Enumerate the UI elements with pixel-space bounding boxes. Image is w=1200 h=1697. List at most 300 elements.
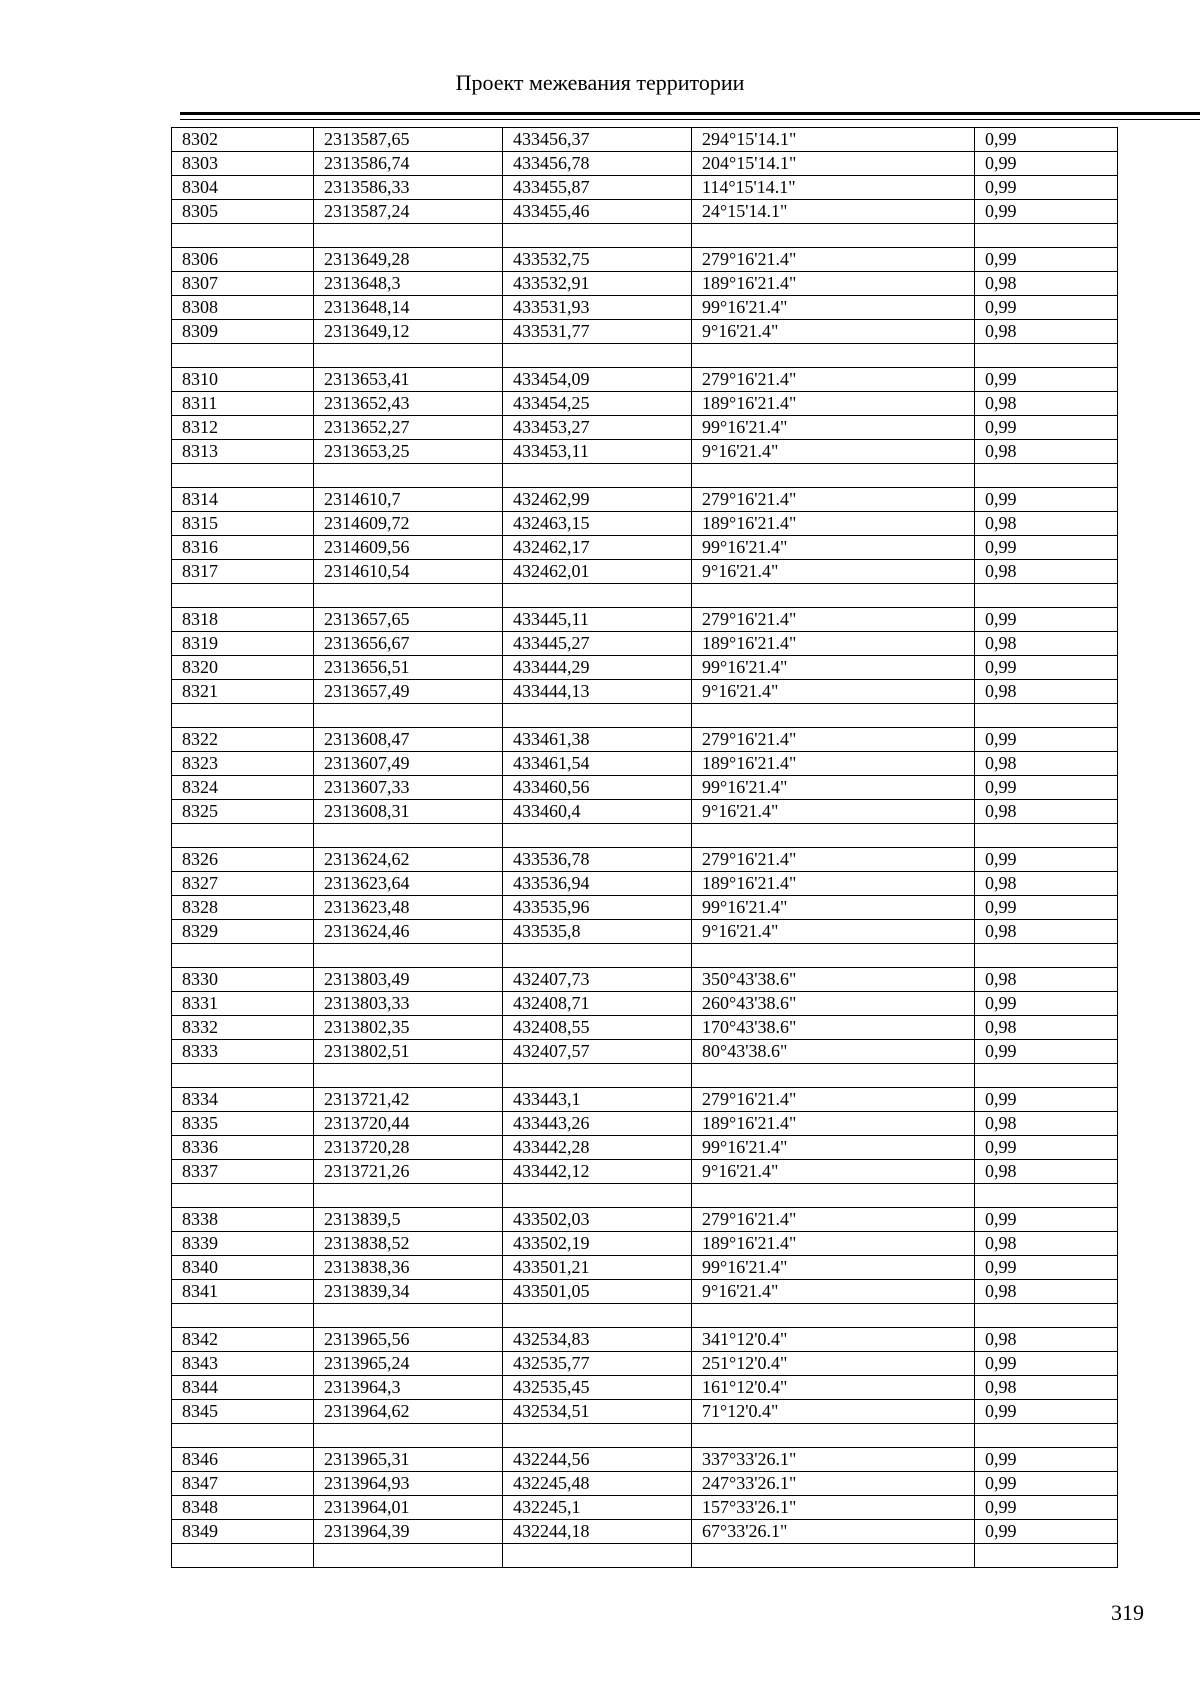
empty-cell bbox=[975, 1184, 1118, 1208]
x-coordinate-cell: 2313586,33 bbox=[314, 176, 503, 200]
point-number-cell: 8320 bbox=[172, 656, 314, 680]
table-row bbox=[172, 1160, 1118, 1184]
distance-cell: 0,98 bbox=[975, 1112, 1118, 1136]
distance-cell: 0,99 bbox=[975, 248, 1118, 272]
distance-cell: 0,98 bbox=[975, 1280, 1118, 1304]
direction-angle-cell: 260°43'38.6" bbox=[692, 992, 975, 1016]
empty-cell bbox=[314, 1544, 503, 1568]
y-coordinate-cell: 433456,37 bbox=[503, 128, 692, 152]
point-number-cell: 8335 bbox=[172, 1112, 314, 1136]
point-number-cell: 8342 bbox=[172, 1328, 314, 1352]
direction-angle-cell: 189°16'21.4" bbox=[692, 392, 975, 416]
y-coordinate-cell: 432407,57 bbox=[503, 1040, 692, 1064]
x-coordinate-cell: 2313838,36 bbox=[314, 1256, 503, 1280]
distance-cell: 0,99 bbox=[975, 1400, 1118, 1424]
y-coordinate-cell: 432408,55 bbox=[503, 1016, 692, 1040]
point-number-cell: 8347 bbox=[172, 1472, 314, 1496]
y-coordinate-cell: 432244,56 bbox=[503, 1448, 692, 1472]
x-coordinate-cell: 2313964,3 bbox=[314, 1376, 503, 1400]
distance-cell: 0,99 bbox=[975, 1208, 1118, 1232]
table-row bbox=[172, 272, 1118, 296]
x-coordinate-cell: 2313964,93 bbox=[314, 1472, 503, 1496]
table-row bbox=[172, 368, 1118, 392]
x-coordinate-cell: 2313803,49 bbox=[314, 968, 503, 992]
empty-cell bbox=[692, 824, 975, 848]
point-number-cell: 8309 bbox=[172, 320, 314, 344]
point-number-cell: 8317 bbox=[172, 560, 314, 584]
y-coordinate-cell: 433443,26 bbox=[503, 1112, 692, 1136]
x-coordinate-cell: 2313653,41 bbox=[314, 368, 503, 392]
distance-cell: 0,99 bbox=[975, 296, 1118, 320]
empty-cell bbox=[503, 584, 692, 608]
direction-angle-cell: 279°16'21.4" bbox=[692, 1088, 975, 1112]
empty-cell bbox=[314, 464, 503, 488]
point-number-cell: 8311 bbox=[172, 392, 314, 416]
empty-cell bbox=[314, 704, 503, 728]
y-coordinate-cell: 433460,56 bbox=[503, 776, 692, 800]
table-row bbox=[172, 392, 1118, 416]
table-separator-row bbox=[172, 1184, 1118, 1208]
distance-cell: 0,99 bbox=[975, 1256, 1118, 1280]
distance-cell: 0,99 bbox=[975, 368, 1118, 392]
x-coordinate-cell: 2313721,42 bbox=[314, 1088, 503, 1112]
x-coordinate-cell: 2313608,31 bbox=[314, 800, 503, 824]
table-row bbox=[172, 800, 1118, 824]
x-coordinate-cell: 2313838,52 bbox=[314, 1232, 503, 1256]
direction-angle-cell: 279°16'21.4" bbox=[692, 848, 975, 872]
y-coordinate-cell: 433532,91 bbox=[503, 272, 692, 296]
y-coordinate-cell: 433442,12 bbox=[503, 1160, 692, 1184]
point-number-cell: 8325 bbox=[172, 800, 314, 824]
y-coordinate-cell: 433536,78 bbox=[503, 848, 692, 872]
empty-cell bbox=[314, 1424, 503, 1448]
x-coordinate-cell: 2313623,48 bbox=[314, 896, 503, 920]
y-coordinate-cell: 433536,94 bbox=[503, 872, 692, 896]
table-row bbox=[172, 968, 1118, 992]
empty-cell bbox=[172, 464, 314, 488]
point-number-cell: 8316 bbox=[172, 536, 314, 560]
distance-cell: 0,98 bbox=[975, 1160, 1118, 1184]
x-coordinate-cell: 2313587,65 bbox=[314, 128, 503, 152]
y-coordinate-cell: 433445,27 bbox=[503, 632, 692, 656]
y-coordinate-cell: 433531,93 bbox=[503, 296, 692, 320]
x-coordinate-cell: 2314610,7 bbox=[314, 488, 503, 512]
distance-cell: 0,99 bbox=[975, 176, 1118, 200]
empty-cell bbox=[975, 344, 1118, 368]
point-number-cell: 8348 bbox=[172, 1496, 314, 1520]
y-coordinate-cell: 432463,15 bbox=[503, 512, 692, 536]
distance-cell: 0,98 bbox=[975, 632, 1118, 656]
empty-cell bbox=[503, 1184, 692, 1208]
x-coordinate-cell: 2313624,62 bbox=[314, 848, 503, 872]
table-row bbox=[172, 152, 1118, 176]
direction-angle-cell: 9°16'21.4" bbox=[692, 1160, 975, 1184]
point-number-cell: 8349 bbox=[172, 1520, 314, 1544]
x-coordinate-cell: 2313802,51 bbox=[314, 1040, 503, 1064]
distance-cell: 0,98 bbox=[975, 1016, 1118, 1040]
x-coordinate-cell: 2313839,5 bbox=[314, 1208, 503, 1232]
distance-cell: 0,98 bbox=[975, 1328, 1118, 1352]
empty-cell bbox=[172, 1064, 314, 1088]
table-row bbox=[172, 560, 1118, 584]
y-coordinate-cell: 433443,1 bbox=[503, 1088, 692, 1112]
table-row bbox=[172, 1328, 1118, 1352]
table-row bbox=[172, 1232, 1118, 1256]
direction-angle-cell: 9°16'21.4" bbox=[692, 440, 975, 464]
x-coordinate-cell: 2313965,56 bbox=[314, 1328, 503, 1352]
distance-cell: 0,98 bbox=[975, 920, 1118, 944]
point-number-cell: 8345 bbox=[172, 1400, 314, 1424]
table-separator-row bbox=[172, 464, 1118, 488]
direction-angle-cell: 279°16'21.4" bbox=[692, 608, 975, 632]
table-separator-row bbox=[172, 1304, 1118, 1328]
point-number-cell: 8312 bbox=[172, 416, 314, 440]
point-number-cell: 8332 bbox=[172, 1016, 314, 1040]
empty-cell bbox=[172, 944, 314, 968]
y-coordinate-cell: 433444,13 bbox=[503, 680, 692, 704]
table-row bbox=[172, 1496, 1118, 1520]
point-number-cell: 8306 bbox=[172, 248, 314, 272]
direction-angle-cell: 350°43'38.6" bbox=[692, 968, 975, 992]
table-row bbox=[172, 1088, 1118, 1112]
direction-angle-cell: 247°33'26.1" bbox=[692, 1472, 975, 1496]
point-number-cell: 8303 bbox=[172, 152, 314, 176]
coordinates-table bbox=[171, 127, 1118, 1568]
empty-cell bbox=[975, 1304, 1118, 1328]
empty-cell bbox=[692, 224, 975, 248]
table-row bbox=[172, 1400, 1118, 1424]
point-number-cell: 8318 bbox=[172, 608, 314, 632]
y-coordinate-cell: 433531,77 bbox=[503, 320, 692, 344]
direction-angle-cell: 9°16'21.4" bbox=[692, 920, 975, 944]
direction-angle-cell: 24°15'14.1" bbox=[692, 200, 975, 224]
direction-angle-cell: 9°16'21.4" bbox=[692, 320, 975, 344]
x-coordinate-cell: 2314610,54 bbox=[314, 560, 503, 584]
point-number-cell: 8302 bbox=[172, 128, 314, 152]
direction-angle-cell: 99°16'21.4" bbox=[692, 296, 975, 320]
x-coordinate-cell: 2313608,47 bbox=[314, 728, 503, 752]
point-number-cell: 8336 bbox=[172, 1136, 314, 1160]
x-coordinate-cell: 2313964,62 bbox=[314, 1400, 503, 1424]
empty-cell bbox=[975, 944, 1118, 968]
direction-angle-cell: 279°16'21.4" bbox=[692, 728, 975, 752]
empty-cell bbox=[975, 464, 1118, 488]
empty-cell bbox=[503, 944, 692, 968]
empty-cell bbox=[692, 464, 975, 488]
y-coordinate-cell: 433502,03 bbox=[503, 1208, 692, 1232]
table-row bbox=[172, 1280, 1118, 1304]
point-number-cell: 8308 bbox=[172, 296, 314, 320]
y-coordinate-cell: 433461,54 bbox=[503, 752, 692, 776]
distance-cell: 0,99 bbox=[975, 536, 1118, 560]
empty-cell bbox=[314, 1184, 503, 1208]
point-number-cell: 8346 bbox=[172, 1448, 314, 1472]
x-coordinate-cell: 2313652,27 bbox=[314, 416, 503, 440]
y-coordinate-cell: 433454,09 bbox=[503, 368, 692, 392]
direction-angle-cell: 67°33'26.1" bbox=[692, 1520, 975, 1544]
y-coordinate-cell: 433532,75 bbox=[503, 248, 692, 272]
direction-angle-cell: 9°16'21.4" bbox=[692, 1280, 975, 1304]
empty-cell bbox=[172, 1544, 314, 1568]
table-row bbox=[172, 680, 1118, 704]
table-separator-row bbox=[172, 704, 1118, 728]
x-coordinate-cell: 2313649,12 bbox=[314, 320, 503, 344]
table-separator-row bbox=[172, 824, 1118, 848]
coordinates-table-body bbox=[172, 128, 1118, 1568]
empty-cell bbox=[692, 1184, 975, 1208]
distance-cell: 0,98 bbox=[975, 272, 1118, 296]
point-number-cell: 8321 bbox=[172, 680, 314, 704]
distance-cell: 0,98 bbox=[975, 1376, 1118, 1400]
distance-cell: 0,99 bbox=[975, 608, 1118, 632]
y-coordinate-cell: 432462,99 bbox=[503, 488, 692, 512]
point-number-cell: 8328 bbox=[172, 896, 314, 920]
empty-cell bbox=[692, 584, 975, 608]
table-row bbox=[172, 632, 1118, 656]
empty-cell bbox=[692, 1544, 975, 1568]
distance-cell: 0,99 bbox=[975, 1448, 1118, 1472]
x-coordinate-cell: 2313648,3 bbox=[314, 272, 503, 296]
table-row bbox=[172, 320, 1118, 344]
direction-angle-cell: 189°16'21.4" bbox=[692, 512, 975, 536]
empty-cell bbox=[975, 824, 1118, 848]
distance-cell: 0,99 bbox=[975, 128, 1118, 152]
direction-angle-cell: 9°16'21.4" bbox=[692, 800, 975, 824]
table-row bbox=[172, 848, 1118, 872]
empty-cell bbox=[172, 1424, 314, 1448]
y-coordinate-cell: 432245,48 bbox=[503, 1472, 692, 1496]
empty-cell bbox=[975, 1424, 1118, 1448]
table-separator-row bbox=[172, 1424, 1118, 1448]
empty-cell bbox=[503, 224, 692, 248]
distance-cell: 0,99 bbox=[975, 848, 1118, 872]
direction-angle-cell: 189°16'21.4" bbox=[692, 632, 975, 656]
empty-cell bbox=[975, 224, 1118, 248]
direction-angle-cell: 251°12'0.4" bbox=[692, 1352, 975, 1376]
empty-cell bbox=[503, 344, 692, 368]
empty-cell bbox=[172, 584, 314, 608]
table-row bbox=[172, 128, 1118, 152]
empty-cell bbox=[503, 1304, 692, 1328]
y-coordinate-cell: 433502,19 bbox=[503, 1232, 692, 1256]
empty-cell bbox=[503, 1544, 692, 1568]
direction-angle-cell: 189°16'21.4" bbox=[692, 272, 975, 296]
x-coordinate-cell: 2313656,67 bbox=[314, 632, 503, 656]
empty-cell bbox=[172, 1304, 314, 1328]
table-row bbox=[172, 776, 1118, 800]
point-number-cell: 8304 bbox=[172, 176, 314, 200]
direction-angle-cell: 99°16'21.4" bbox=[692, 1256, 975, 1280]
table-separator-row bbox=[172, 944, 1118, 968]
empty-cell bbox=[503, 464, 692, 488]
empty-cell bbox=[172, 1184, 314, 1208]
direction-angle-cell: 99°16'21.4" bbox=[692, 1136, 975, 1160]
table-separator-row bbox=[172, 584, 1118, 608]
x-coordinate-cell: 2313965,24 bbox=[314, 1352, 503, 1376]
x-coordinate-cell: 2314609,56 bbox=[314, 536, 503, 560]
distance-cell: 0,98 bbox=[975, 752, 1118, 776]
distance-cell: 0,98 bbox=[975, 680, 1118, 704]
x-coordinate-cell: 2313652,43 bbox=[314, 392, 503, 416]
empty-cell bbox=[692, 1304, 975, 1328]
x-coordinate-cell: 2313587,24 bbox=[314, 200, 503, 224]
y-coordinate-cell: 433460,4 bbox=[503, 800, 692, 824]
direction-angle-cell: 279°16'21.4" bbox=[692, 488, 975, 512]
direction-angle-cell: 161°12'0.4" bbox=[692, 1376, 975, 1400]
direction-angle-cell: 99°16'21.4" bbox=[692, 416, 975, 440]
point-number-cell: 8337 bbox=[172, 1160, 314, 1184]
y-coordinate-cell: 433456,78 bbox=[503, 152, 692, 176]
point-number-cell: 8324 bbox=[172, 776, 314, 800]
point-number-cell: 8343 bbox=[172, 1352, 314, 1376]
empty-cell bbox=[314, 584, 503, 608]
table-row bbox=[172, 608, 1118, 632]
direction-angle-cell: 189°16'21.4" bbox=[692, 1232, 975, 1256]
x-coordinate-cell: 2313623,64 bbox=[314, 872, 503, 896]
x-coordinate-cell: 2313803,33 bbox=[314, 992, 503, 1016]
y-coordinate-cell: 433535,96 bbox=[503, 896, 692, 920]
x-coordinate-cell: 2313721,26 bbox=[314, 1160, 503, 1184]
direction-angle-cell: 99°16'21.4" bbox=[692, 656, 975, 680]
y-coordinate-cell: 433501,05 bbox=[503, 1280, 692, 1304]
distance-cell: 0,99 bbox=[975, 896, 1118, 920]
empty-cell bbox=[975, 584, 1118, 608]
point-number-cell: 8327 bbox=[172, 872, 314, 896]
x-coordinate-cell: 2314609,72 bbox=[314, 512, 503, 536]
x-coordinate-cell: 2313607,33 bbox=[314, 776, 503, 800]
x-coordinate-cell: 2313964,39 bbox=[314, 1520, 503, 1544]
direction-angle-cell: 279°16'21.4" bbox=[692, 368, 975, 392]
y-coordinate-cell: 432534,51 bbox=[503, 1400, 692, 1424]
x-coordinate-cell: 2313720,28 bbox=[314, 1136, 503, 1160]
table-row bbox=[172, 1136, 1118, 1160]
empty-cell bbox=[503, 1064, 692, 1088]
y-coordinate-cell: 432462,17 bbox=[503, 536, 692, 560]
empty-cell bbox=[503, 824, 692, 848]
table-row bbox=[172, 872, 1118, 896]
y-coordinate-cell: 433461,38 bbox=[503, 728, 692, 752]
direction-angle-cell: 114°15'14.1" bbox=[692, 176, 975, 200]
table-separator-row bbox=[172, 1544, 1118, 1568]
y-coordinate-cell: 433442,28 bbox=[503, 1136, 692, 1160]
distance-cell: 0,98 bbox=[975, 872, 1118, 896]
table-row bbox=[172, 1256, 1118, 1280]
empty-cell bbox=[692, 944, 975, 968]
point-number-cell: 8329 bbox=[172, 920, 314, 944]
table-separator-row bbox=[172, 224, 1118, 248]
y-coordinate-cell: 432535,77 bbox=[503, 1352, 692, 1376]
empty-cell bbox=[692, 1424, 975, 1448]
x-coordinate-cell: 2313657,49 bbox=[314, 680, 503, 704]
direction-angle-cell: 170°43'38.6" bbox=[692, 1016, 975, 1040]
distance-cell: 0,99 bbox=[975, 1520, 1118, 1544]
x-coordinate-cell: 2313965,31 bbox=[314, 1448, 503, 1472]
empty-cell bbox=[692, 704, 975, 728]
table-row bbox=[172, 200, 1118, 224]
distance-cell: 0,99 bbox=[975, 1136, 1118, 1160]
distance-cell: 0,99 bbox=[975, 1088, 1118, 1112]
page-header-title: Проект межевания территории bbox=[455, 70, 745, 95]
y-coordinate-cell: 432244,18 bbox=[503, 1520, 692, 1544]
direction-angle-cell: 99°16'21.4" bbox=[692, 896, 975, 920]
direction-angle-cell: 189°16'21.4" bbox=[692, 1112, 975, 1136]
y-coordinate-cell: 433453,27 bbox=[503, 416, 692, 440]
point-number-cell: 8344 bbox=[172, 1376, 314, 1400]
point-number-cell: 8323 bbox=[172, 752, 314, 776]
x-coordinate-cell: 2313802,35 bbox=[314, 1016, 503, 1040]
table-row bbox=[172, 512, 1118, 536]
point-number-cell: 8330 bbox=[172, 968, 314, 992]
table-row bbox=[172, 536, 1118, 560]
direction-angle-cell: 279°16'21.4" bbox=[692, 248, 975, 272]
table-row bbox=[172, 296, 1118, 320]
y-coordinate-cell: 432408,71 bbox=[503, 992, 692, 1016]
table-row bbox=[172, 1016, 1118, 1040]
empty-cell bbox=[314, 944, 503, 968]
distance-cell: 0,98 bbox=[975, 512, 1118, 536]
y-coordinate-cell: 433445,11 bbox=[503, 608, 692, 632]
distance-cell: 0,98 bbox=[975, 392, 1118, 416]
point-number-cell: 8322 bbox=[172, 728, 314, 752]
direction-angle-cell: 9°16'21.4" bbox=[692, 560, 975, 584]
empty-cell bbox=[172, 704, 314, 728]
empty-cell bbox=[975, 1544, 1118, 1568]
empty-cell bbox=[314, 1304, 503, 1328]
distance-cell: 0,99 bbox=[975, 1352, 1118, 1376]
x-coordinate-cell: 2313657,65 bbox=[314, 608, 503, 632]
table-separator-row bbox=[172, 1064, 1118, 1088]
empty-cell bbox=[975, 704, 1118, 728]
empty-cell bbox=[314, 824, 503, 848]
x-coordinate-cell: 2313964,01 bbox=[314, 1496, 503, 1520]
y-coordinate-cell: 432462,01 bbox=[503, 560, 692, 584]
y-coordinate-cell: 433455,46 bbox=[503, 200, 692, 224]
empty-cell bbox=[975, 1064, 1118, 1088]
x-coordinate-cell: 2313649,28 bbox=[314, 248, 503, 272]
table-row bbox=[172, 488, 1118, 512]
distance-cell: 0,99 bbox=[975, 656, 1118, 680]
table-row bbox=[172, 656, 1118, 680]
direction-angle-cell: 99°16'21.4" bbox=[692, 776, 975, 800]
point-number-cell: 8331 bbox=[172, 992, 314, 1016]
distance-cell: 0,98 bbox=[975, 320, 1118, 344]
x-coordinate-cell: 2313656,51 bbox=[314, 656, 503, 680]
point-number-cell: 8310 bbox=[172, 368, 314, 392]
y-coordinate-cell: 433454,25 bbox=[503, 392, 692, 416]
table-row bbox=[172, 920, 1118, 944]
direction-angle-cell: 279°16'21.4" bbox=[692, 1208, 975, 1232]
empty-cell bbox=[314, 1064, 503, 1088]
x-coordinate-cell: 2313653,25 bbox=[314, 440, 503, 464]
distance-cell: 0,99 bbox=[975, 488, 1118, 512]
table-row bbox=[172, 1520, 1118, 1544]
x-coordinate-cell: 2313624,46 bbox=[314, 920, 503, 944]
distance-cell: 0,99 bbox=[975, 776, 1118, 800]
point-number-cell: 8305 bbox=[172, 200, 314, 224]
empty-cell bbox=[503, 704, 692, 728]
direction-angle-cell: 189°16'21.4" bbox=[692, 752, 975, 776]
empty-cell bbox=[503, 1424, 692, 1448]
table-row bbox=[172, 416, 1118, 440]
table-row bbox=[172, 728, 1118, 752]
table-row bbox=[172, 1472, 1118, 1496]
distance-cell: 0,98 bbox=[975, 1232, 1118, 1256]
header-divider-thick bbox=[180, 112, 1200, 115]
y-coordinate-cell: 432245,1 bbox=[503, 1496, 692, 1520]
table-row bbox=[172, 992, 1118, 1016]
distance-cell: 0,99 bbox=[975, 1040, 1118, 1064]
y-coordinate-cell: 433455,87 bbox=[503, 176, 692, 200]
